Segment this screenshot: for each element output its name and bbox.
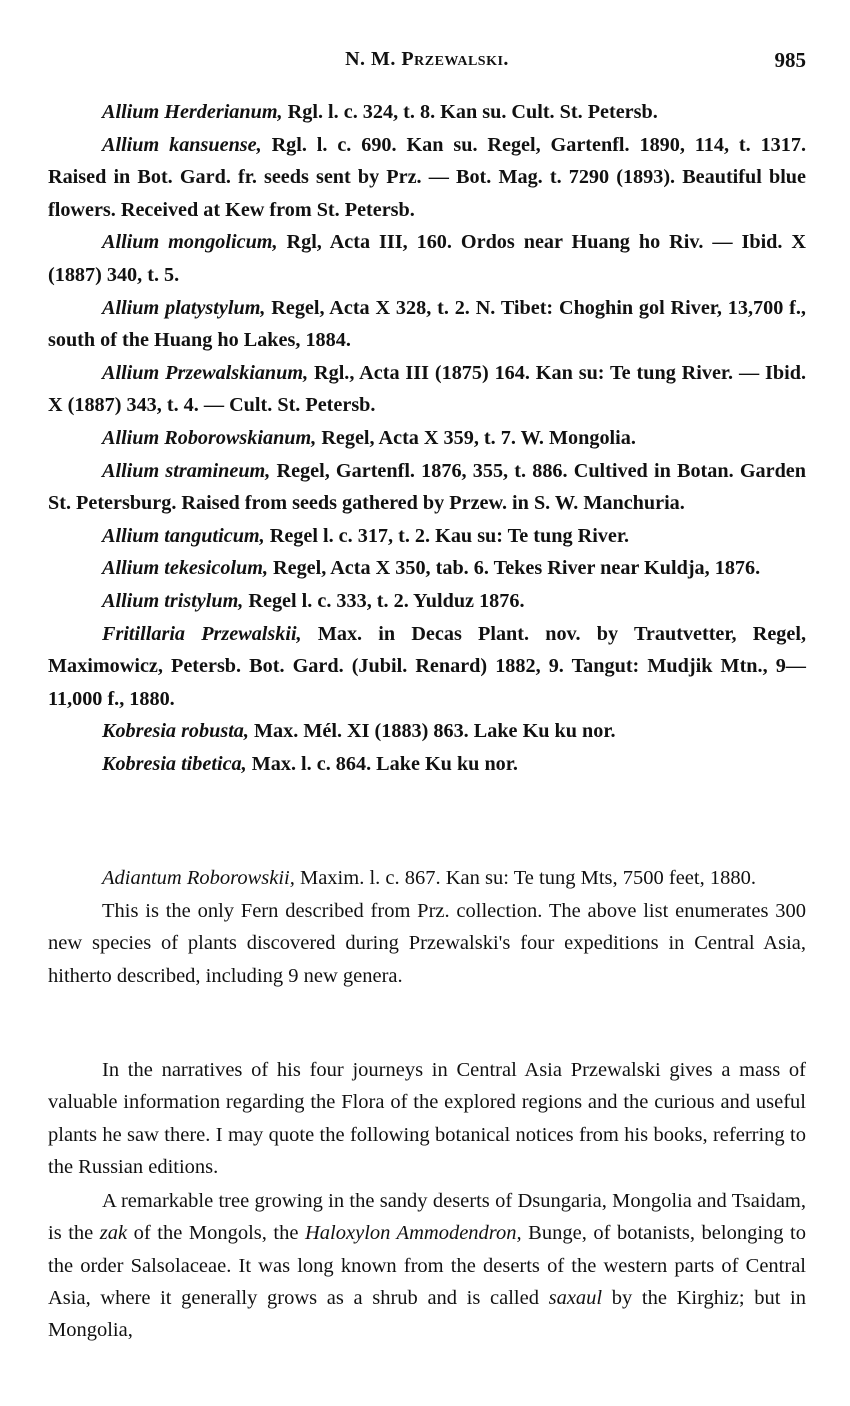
species-name: Allium tekesicolum,	[102, 557, 268, 580]
collection-summary: This is the only Fern described from Prz. collection. The above list enumerates 300 new species of plants discovered during Przewalski's four expeditions in Central Asia, hitherto described, including 9 new genera.	[48, 899, 806, 987]
species-entry	[48, 552, 806, 585]
species-entry	[48, 585, 806, 618]
species-citation: Max. in Decas Plant. nov. by Trautvetter, Regel, Maximowicz, Petersb. Bot. Gard. (Jubil. Renard) 1882, 9. Tangut: Mudjik Mtn., 9—11,000 f., 1880.	[48, 622, 806, 710]
species-citation: Regel, Acta X 328, t. 2. N. Tibet: Choghin gol River, 13,700 f., south of the Huang ho Lakes, 1884.	[48, 296, 806, 352]
text-run: of the Mongols, the	[127, 1222, 305, 1245]
species-citation: Regel l. c. 333, t. 2. Yulduz 1876.	[243, 589, 525, 612]
species-name: Kobresia tibetica,	[102, 752, 247, 775]
text-run: by the Kirghiz; but in Mongolia,	[48, 1287, 806, 1342]
text-run: A remarkable tree growing in the sandy deserts of Dsungaria, Mongolia and Tsaidam, is the	[48, 1190, 806, 1245]
local-name: saxaul	[548, 1287, 603, 1310]
species-name: Allium platystylum,	[102, 296, 266, 319]
species-entry	[48, 292, 806, 357]
species-entry	[48, 748, 806, 781]
page-number: 985	[774, 48, 806, 72]
species-name: Allium Przewalskianum,	[102, 361, 309, 384]
species-citation: Rgl., Acta III (1875) 164. Kan su: Te tung River. — Ibid. X (1887) 343, t. 4. — Cult. St. Petersb.	[48, 361, 807, 417]
local-name: zak	[99, 1222, 128, 1245]
page-header	[48, 46, 806, 76]
fern-entry	[48, 862, 806, 895]
species-name: Allium stramineum,	[102, 459, 271, 482]
species-entry	[48, 455, 806, 520]
narrative-paragraph: In the narratives of his four journeys in Central Asia Przewalski gives a mass of valuable information regarding the Flora of the explored regions and the curious and useful plants he saw there. I may quote the following botanical notices from his books, referring to the Russian editions.	[48, 1059, 806, 1178]
species-entry	[48, 715, 806, 748]
species-entry	[48, 226, 806, 291]
species-entry	[48, 96, 806, 129]
species-citation: Max. l. c. 864. Lake Ku ku nor.	[246, 752, 518, 775]
species-citation: Regel, Acta X 359, t. 7. W. Mongolia.	[316, 426, 636, 449]
species-entry	[48, 520, 806, 553]
species-citation: Maxim. l. c. 867. Kan su: Te tung Mts, 7500 feet, 1880.	[294, 867, 756, 889]
running-title: N. M. Przewalski.	[345, 48, 509, 70]
species-entry	[48, 618, 806, 716]
species-citation: Regel l. c. 317, t. 2. Kau su: Te tung River.	[264, 524, 630, 547]
species-name: Allium tanguticum,	[102, 524, 265, 547]
species-name: Allium Herderianum,	[102, 101, 283, 123]
fern-section	[48, 862, 806, 992]
species-citation: Regel, Gartenfl. 1876, 355, t. 886. Cultived in Botan. Garden St. Petersburg. Raised from seeds gathered by Przew. in S. W. Manchuria.	[48, 459, 806, 515]
species-name: Allium mongolicum,	[102, 231, 278, 254]
species-name: Kobresia robusta,	[102, 720, 249, 743]
species-name: Allium Roborowskianum,	[102, 426, 317, 449]
narrative-section	[48, 1054, 806, 1347]
species-citation: Max. Mél. XI (1883) 863. Lake Ku ku nor.	[248, 720, 616, 743]
species-citation: Rgl. l. c. 324, t. 8. Kan su. Cult. St. Petersb.	[282, 101, 658, 123]
species-citation: Rgl. l. c. 690. Kan su. Regel, Gartenfl. 1890, 114, t. 1317. Raised in Bot. Gard. fr. seeds sent by Prz. — Bot. Mag. t. 7290 (1893). Beautiful blue flowers. Received at Kew from St. Petersb.	[48, 133, 806, 221]
species-list	[48, 96, 806, 780]
narrative-paragraph	[48, 1185, 806, 1346]
species-citation: Regel, Acta X 350, tab. 6. Tekes River near Kuldja, 1876.	[268, 557, 761, 580]
species-name: Haloxylon Ammodendron,	[305, 1222, 522, 1245]
species-citation: Rgl, Acta III, 160. Ordos near Huang ho Riv. — Ibid. X (1887) 340, t. 5.	[48, 231, 806, 286]
text-run: Bunge, of botanists, belonging to the order Salsolaceae. It was long known from the deserts of the western parts of Central Asia, where it generally grows as a shrub and is called	[48, 1222, 806, 1310]
species-name: Allium tristylum,	[102, 589, 244, 612]
species-entry	[48, 357, 806, 422]
species-name: Allium kansuense,	[102, 133, 262, 156]
species-name: Fritillaria Przewalskii,	[102, 622, 302, 645]
species-entry	[48, 422, 806, 455]
species-name: Adiantum Roborowskii,	[102, 867, 295, 889]
species-entry	[48, 129, 806, 227]
